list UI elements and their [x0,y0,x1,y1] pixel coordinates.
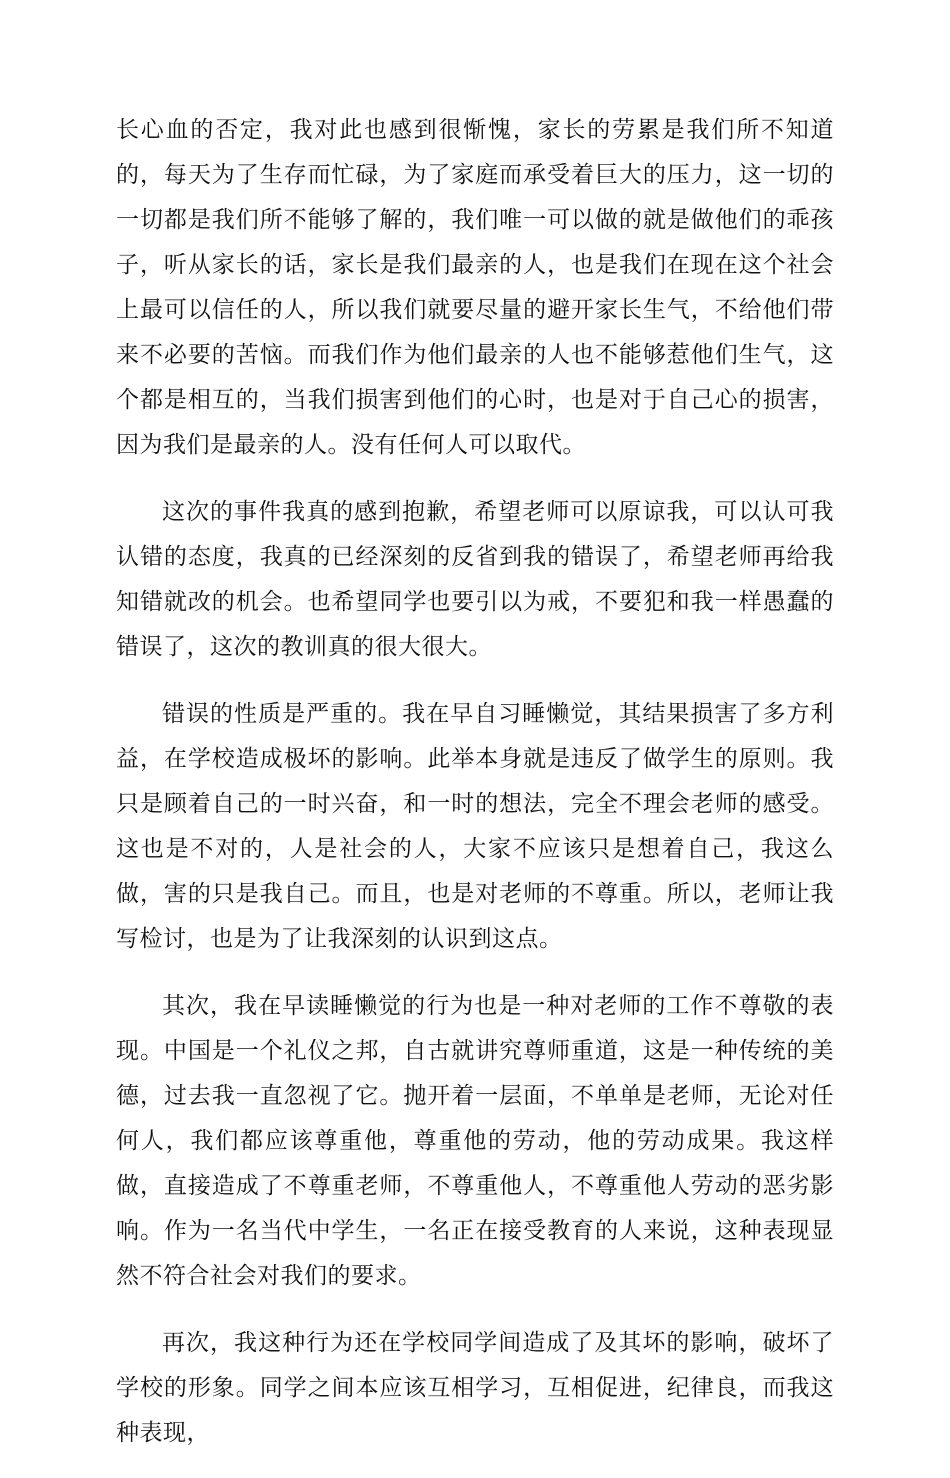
paragraph-1: 长心血的否定，我对此也感到很惭愧，家长的劳累是我们所不知道的，每天为了生存而忙碌，为了家庭而承受着巨大的压力，这一切的一切都是我们所不能够了解的，我们唯一可以做的就是做他们的乖孩子，听从家长的话，家长是我们最亲的人，也是我们在现在这个社会上最可以信任的人，所以我们就要尽量的避开家长生气，不给他们带来不必要的苦恼。而我们作为他们最亲的人也不能够惹他们生气，这个都是相互的，当我们损害到他们的心时，也是对于自己心的损害，因为我们是最亲的人。没有任何人可以取代。 [116,117,834,458]
paragraph-5: 再次，我这种行为还在学校同学间造成了及其坏的影响，破坏了学校的形象。同学之间本应该互相学习，互相促进，纪律良，而我这种表现， [116,1330,834,1446]
paragraph-2: 这次的事件我真的感到抱歉，希望老师可以原谅我，可以认可我认错的态度，我真的已经深刻的反省到我的错误了，希望老师再给我知错就改的机会。也希望同学也要引以为戒，不要犯和我一样愚蠢的错误了，这次的教训真的很大很大。 [116,499,834,660]
document-body [116,108,834,1478]
paragraph-3: 错误的性质是严重的。我在早自习睡懒觉，其结果损害了多方利益，在学校造成极坏的影响。此举本身就是违反了做学生的原则。我只是顾着自己的一时兴奋，和一时的想法，完全不理会老师的感受。这也是不对的，人是社会的人，大家不应该只是想着自己，我这么做，害的只是我自己。而且，也是对老师的不尊重。所以，老师让我写检讨，也是为了让我深刻的认识到这点。 [116,701,834,952]
paragraph-4: 其次，我在早读睡懒觉的行为也是一种对老师的工作不尊敬的表现。中国是一个礼仪之邦，自古就讲究尊师重道，这是一种传统的美德，过去我一直忽视了它。抛开着一层面，不单单是老师，无论对任何人，我们都应该尊重他，尊重他的劳动，他的劳动成果。我这样做，直接造成了不尊重老师，不尊重他人，不尊重他人劳动的恶劣影响。作为一名当代中学生，一名正在接受教育的人来说，这种表现显然不符合社会对我们的要求。 [116,993,834,1289]
